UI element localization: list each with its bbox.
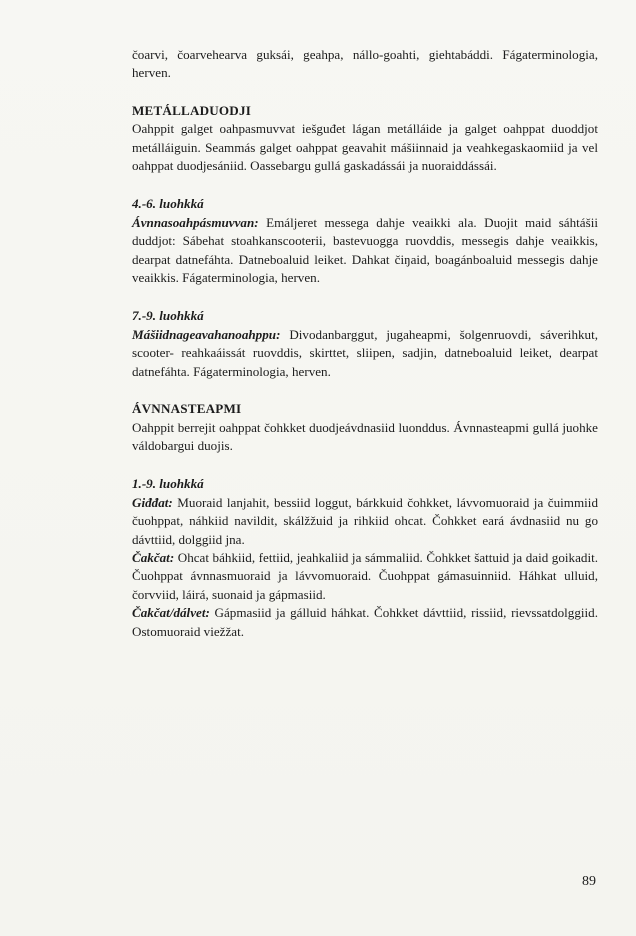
subhead-grades-4-6: 4.-6. luohkká: [132, 196, 204, 212]
subhead-grades-1-9: 1.-9. luohkká: [132, 476, 204, 492]
grades-7-9-text: Divodanbarggut, jugaheapmi, šolgenruovdi, sáverihkut, scooter- reahkaáissát ruovddis, skirttet, sliipen, sadjin, datneboaluid leiket, dearpat datnefáhta. Fágaterminologia, herven.: [132, 326, 598, 379]
metalladuodji-paragraph: Oahppit galget oahpasmuvvat iešguđet lágan metálláide ja galget oahppat duoddjot metálláiguin. Seammás galget oahppat geavahit mášiinnaid ja veahkegaskaomiid ja vel oahppat duodjesániid. Oassebargu gullá gaskadássái ja nuoraiddássái.: [132, 121, 598, 174]
term-masiidnageavahanoahppu: Mášiidnageavahanoahppu:: [132, 326, 281, 342]
intro-paragraph: čoarvi, čoarvehearva guksái, geahpa, nállo-goahti, giehtabáddi. Fágaterminologia, herven.: [132, 47, 598, 81]
page-number: 89: [582, 874, 596, 889]
grades-4-6-paragraph: [132, 214, 598, 288]
season-item-cakcat: [132, 549, 598, 604]
page-content: [132, 46, 598, 641]
cakcat-dalvet-text: Gápmasiid ja gálluid háhkat. Čohkket dávttiid, rissiid, rievssatdolggiid. Ostomuoraid viežžat.: [132, 605, 598, 639]
avnnasteapmi-paragraph: Oahppit berrejit oahppat čohkket duodjeávdnasiid luonddus. Ávnnasteapmi gullá juohke váldobargui duojis.: [132, 419, 598, 453]
season-item-cakcat-dalvet: [132, 604, 598, 641]
subhead-grades-7-9: 7.-9. luohkká: [132, 308, 204, 324]
term-giddat: Giđđat:: [132, 494, 173, 510]
term-avnnasoahpasmuvvan: Ávnnasoahpásmuvvan:: [132, 214, 259, 230]
season-item-giddat: [132, 494, 598, 549]
heading-avnnasteapmi: ÁVNNASTEAPMI: [132, 401, 242, 417]
grades-7-9-paragraph: [132, 326, 598, 381]
cakcat-text: Ohcat báhkiid, fettiid, jeahkaliid ja sámmaliid. Čohkket šattuid ja daid goikadit. Čuohppat ávnnasmuoraid ja lávvomuoraid. Čuohppat gámasuinniid. Háhkat ulluid, čorvviid, láirá, suonaid ja gápmasiid.: [132, 549, 598, 602]
heading-metalladuodji: METÁLLADUODJI: [132, 102, 251, 118]
term-cakcat-dalvet: Čakčat/dálvet:: [132, 605, 210, 621]
giddat-text: Muoraid lanjahit, bessiid loggut, bárkkuid čohkket, lávvomuoraid ja čuimmiid čuohppat, náhkiid navildit, skálžžuid ja rihkiid ohcat. Čohkket eará ávdnasiid nu go dávttiid, dolggiid jna.: [132, 494, 598, 547]
grades-4-6-text: Emáljeret messega dahje veaikki ala. Duojit maid sáhtášii duddjot: Sábehat stoahkanscooterii, bastevuogga ruovddis, messegis dahje veaikkis, dearpat datnefáhta. Datneboaluid leiket. Dahkat čiŋaid, boagánboaluid messegis dahje veaikkis. Fágaterminologia, herven.: [132, 214, 598, 286]
term-cakcat: Čakčat:: [132, 549, 175, 565]
